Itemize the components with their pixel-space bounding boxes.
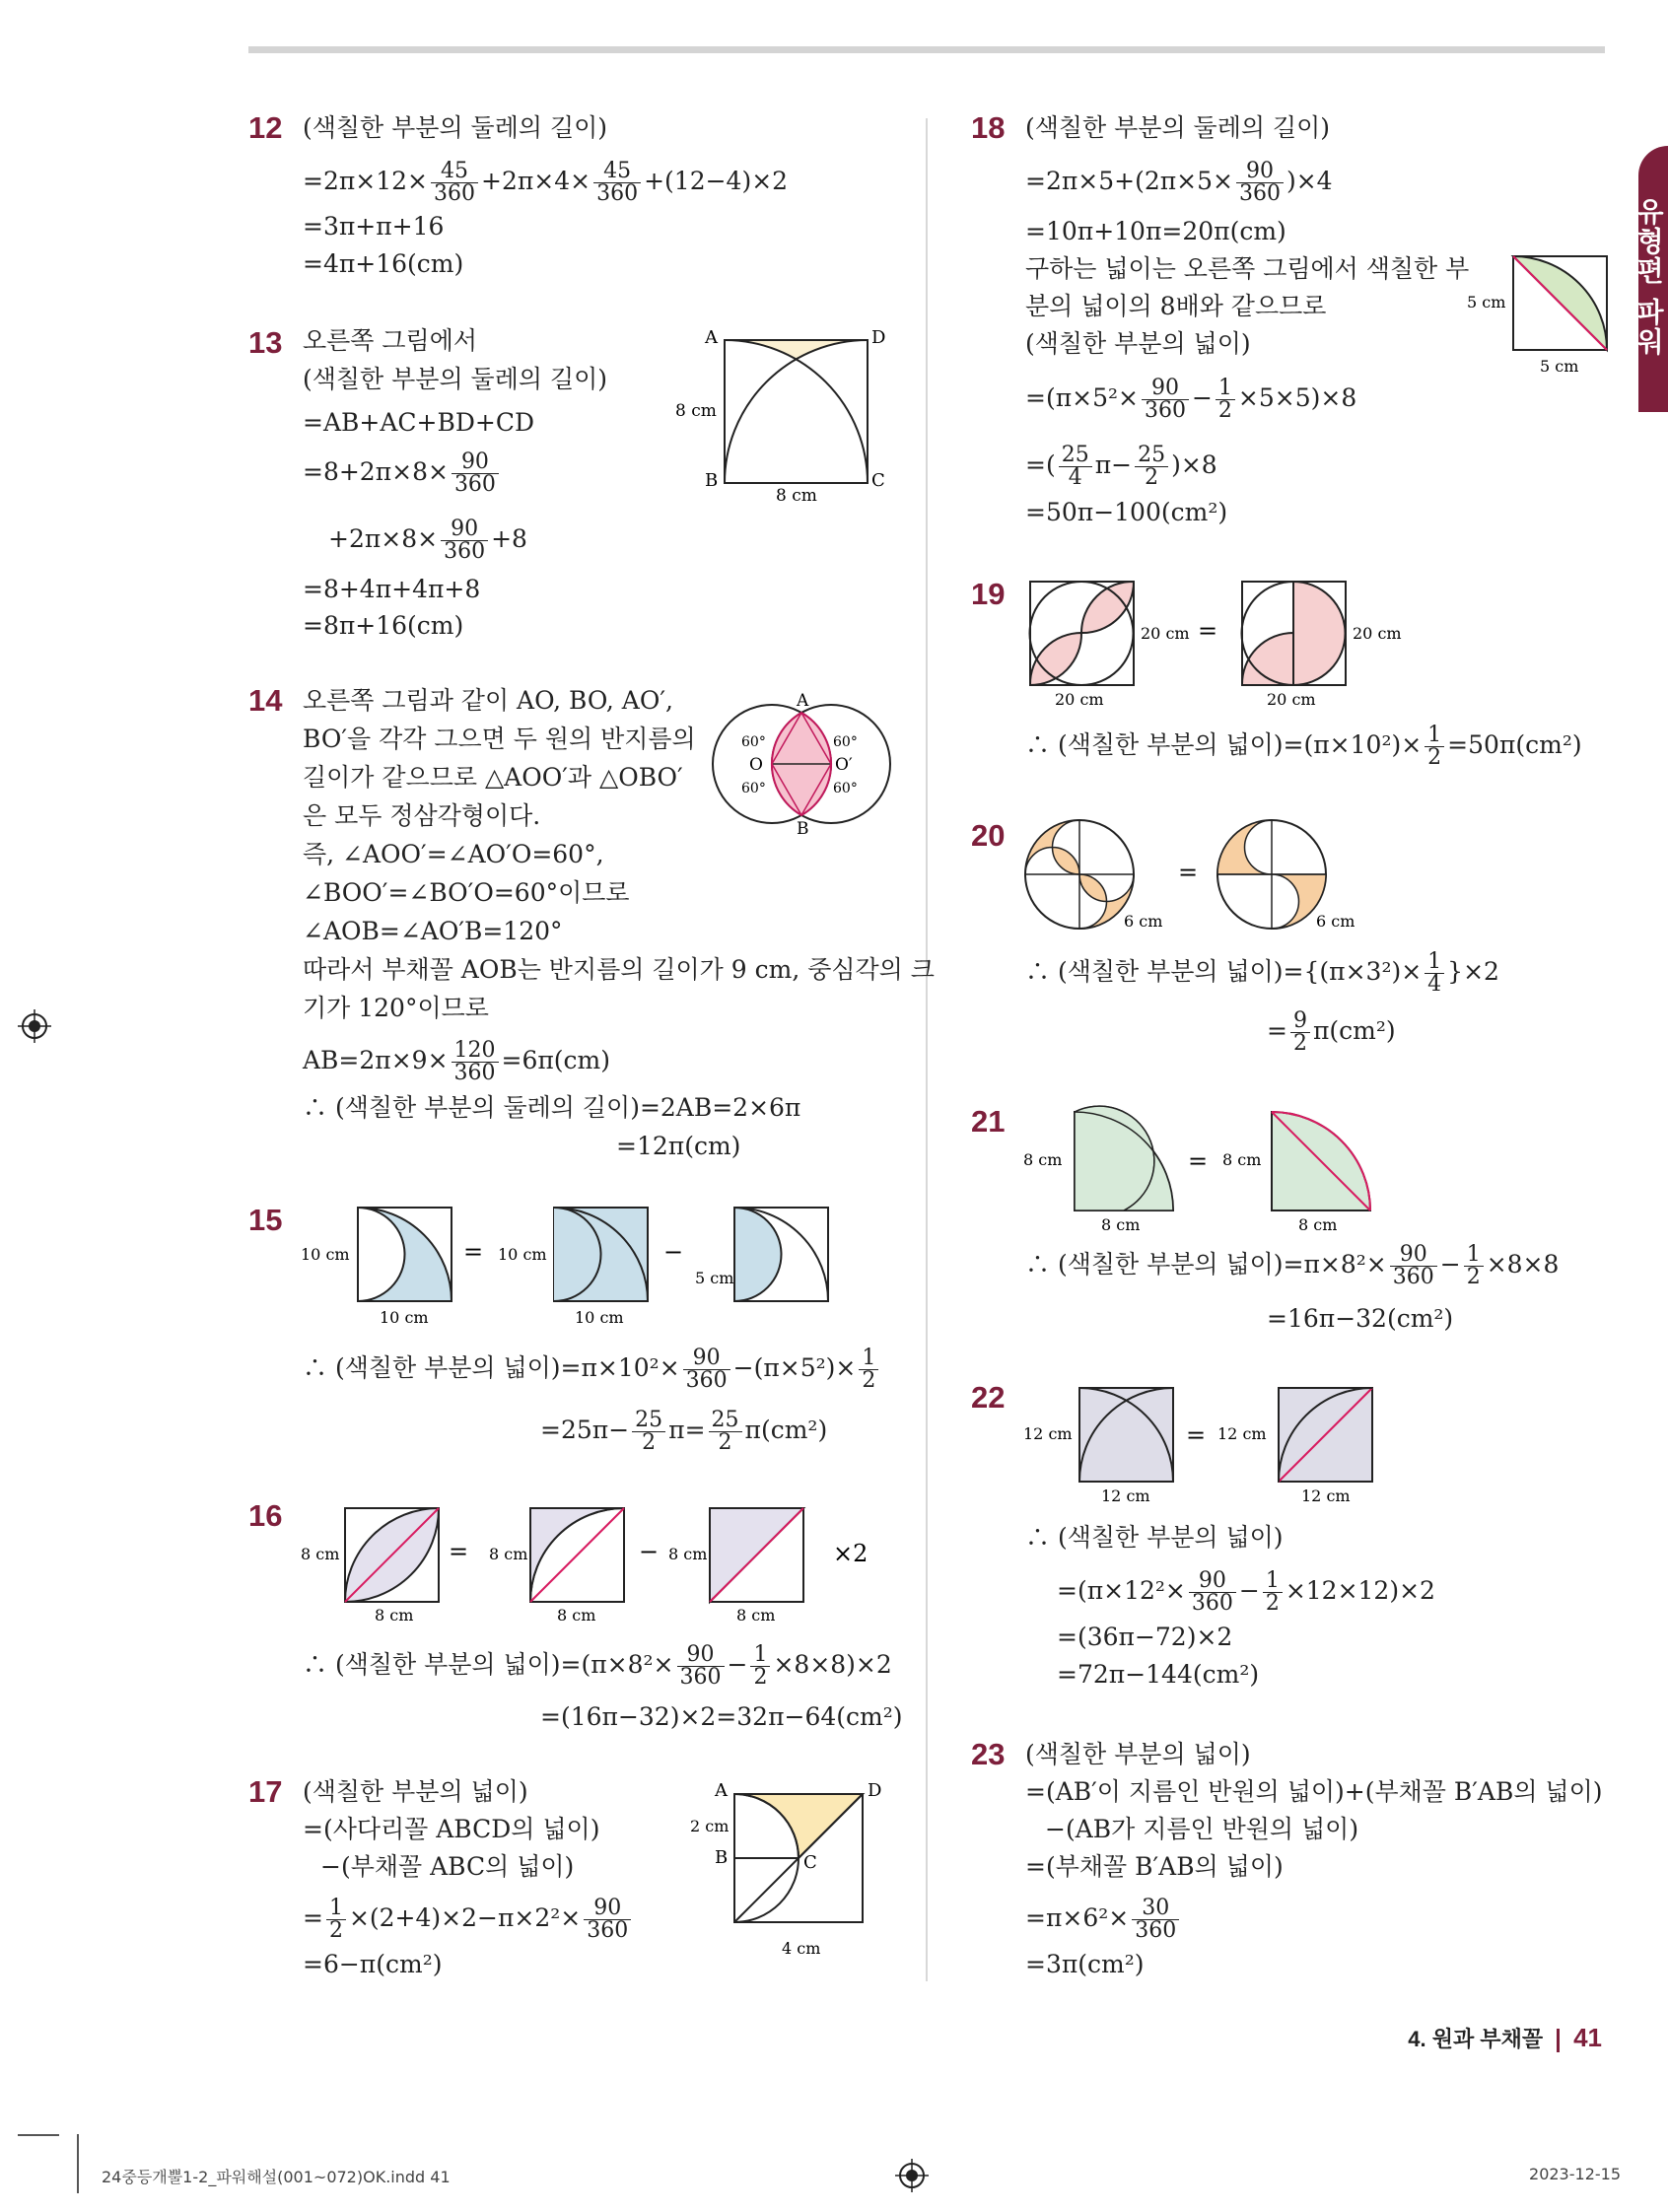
problem-number: 13: [248, 325, 283, 360]
panel-3: [668, 1508, 803, 1624]
panel-1: [1023, 1388, 1173, 1505]
panel-1: [1023, 1106, 1173, 1234]
problem-number: 20: [971, 818, 1006, 853]
svg-text:20 cm: 20 cm: [1055, 690, 1104, 709]
angle-label: 60°: [833, 734, 858, 750]
registration-mark-icon: [18, 1009, 51, 1043]
figure-15: [296, 1203, 848, 1331]
equation-line: =4π+16(cm): [303, 249, 464, 278]
panel-1: [1030, 582, 1190, 709]
panel-2: [1222, 1112, 1370, 1234]
svg-text:8 cm: 8 cm: [1222, 1150, 1262, 1169]
problem-number: 14: [248, 683, 283, 718]
equation-line: =(π×12²× $\frac{90}{360}$ − $\frac{1}{2}$ ×12×12)×2: [1057, 1568, 1435, 1616]
figure-16: [296, 1498, 887, 1626]
text-line: −(부채꼴 ABC의 넓이): [320, 1852, 575, 1881]
label-c: C: [871, 470, 885, 491]
svg-text:8 cm: 8 cm: [1101, 1215, 1141, 1234]
svg-text:10 cm: 10 cm: [380, 1308, 429, 1327]
equation-line: +2π×8× $\frac{90}{360}$ +8: [328, 517, 527, 564]
svg-text:=: =: [1178, 859, 1199, 886]
svg-text:4 cm: 4 cm: [782, 1939, 821, 1958]
top-rule: [248, 46, 1605, 53]
equation-line: ∴ (색칠한 부분의 넓이)=π×10²× $\frac{90}{360}$ −(π×5²)× $\frac{1}{2}$: [303, 1348, 881, 1392]
equation-line: =72π−144(cm²): [1057, 1660, 1260, 1689]
text-line: (색칠한 부분의 둘레의 길이): [1025, 113, 1330, 142]
svg-text:=: =: [463, 1238, 484, 1266]
equation-line: =50π−100(cm²): [1025, 498, 1228, 526]
equation-line: =6−π(cm²): [303, 1950, 443, 1978]
label-bottom: 8 cm: [776, 486, 817, 503]
equation-line: =(π×5²× $\frac{90}{360}$ − $\frac{1}{2}$ ×5×5)×8: [1025, 376, 1357, 423]
text-line: 길이가 같으므로 △AOO′과 △OBO′: [303, 763, 683, 792]
text-line: =(AB′이 지름인 반원의 넓이)+(부채꼴 B′AB의 넓이): [1025, 1777, 1603, 1806]
equation-line: ∴ (색칠한 부분의 넓이)=(π×10²)× $\frac{1}{2}$ =50π(cm²): [1025, 723, 1582, 770]
svg-text:6 cm: 6 cm: [1124, 912, 1163, 931]
page-footer: [1408, 2023, 1602, 2053]
panel-3: [695, 1208, 828, 1301]
svg-text:20 cm: 20 cm: [1353, 624, 1402, 643]
svg-text:8 cm: 8 cm: [375, 1606, 414, 1624]
panel-2: [498, 1208, 648, 1327]
panel-2: [1217, 1388, 1372, 1505]
svg-text:20 cm: 20 cm: [1141, 624, 1190, 643]
svg-text:×2: ×2: [833, 1540, 869, 1567]
equation-line: =AB+AC+BD+CD: [303, 408, 534, 437]
file-name: 24중등개뿔1-2_파워해설(001~072)OK.indd 41: [102, 2168, 451, 2186]
text-line: −(AB가 지름인 반원의 넓이): [1045, 1815, 1359, 1843]
panel-1: [1025, 820, 1162, 931]
angle-label: 60°: [833, 781, 858, 796]
svg-text:8 cm: 8 cm: [489, 1545, 528, 1563]
text-line: ∠AOB=∠AO′B=120°: [303, 917, 563, 945]
equation-line: ∴ (색칠한 부분의 둘레의 길이)=2AB=2×6π: [303, 1093, 801, 1122]
svg-text:=: =: [1198, 617, 1218, 645]
svg-text:8 cm: 8 cm: [668, 1545, 708, 1563]
crop-mark: [18, 2134, 59, 2136]
column-divider: [926, 118, 928, 1981]
label-b: B: [705, 470, 719, 491]
text-line: 은 모두 정삼각형이다.: [303, 801, 541, 830]
panel-2: [1217, 820, 1355, 931]
svg-text:B: B: [715, 1847, 729, 1868]
text-line: 분의 넓이의 8배와 같으므로: [1025, 292, 1327, 320]
equation-line: =2π×12× $\frac{45}{360}$ +2π×4× $\frac{45}{360}$ +(12−4)×2: [303, 159, 789, 206]
equation-line: ∴ (색칠한 부분의 넓이)={(π×3²)× $\frac{1}{4}$ }×2: [1025, 949, 1499, 997]
svg-text:12 cm: 12 cm: [1301, 1486, 1351, 1505]
equation-line: = $\frac{9}{2}$ π(cm²): [1267, 1008, 1396, 1056]
text-line: 오른쪽 그림에서: [303, 326, 477, 355]
equation-line: ∴ (색칠한 부분의 넓이)=π×8²× $\frac{90}{360}$ − $\frac{1}{2}$ ×8×8: [1025, 1242, 1560, 1289]
crop-mark: [77, 2134, 79, 2193]
label-a: A: [797, 691, 809, 711]
svg-text:12 cm: 12 cm: [1217, 1424, 1267, 1443]
equation-line: =(36π−72)×2: [1057, 1623, 1233, 1651]
text-line: BO′을 각각 그으면 두 원의 반지름의: [303, 725, 696, 753]
text-line: 즉, ∠AOO′=∠AO′O=60°,: [303, 840, 604, 868]
panel-2: [1242, 582, 1402, 709]
problem-number: 19: [971, 577, 1006, 611]
text-line: 기가 120°이므로: [303, 994, 489, 1022]
problem-number: 12: [248, 110, 283, 145]
angle-label: 60°: [741, 781, 766, 796]
label-o: O: [749, 755, 763, 775]
svg-text:−: −: [663, 1238, 684, 1266]
svg-text:=: =: [1186, 1421, 1207, 1449]
label-o-prime: O′: [835, 755, 853, 775]
svg-text:10 cm: 10 cm: [498, 1245, 547, 1264]
equation-line: =12π(cm): [616, 1132, 741, 1160]
chapter-title: 4. 원과 부채꼴: [1408, 2027, 1544, 2051]
svg-text:20 cm: 20 cm: [1267, 690, 1316, 709]
equation-line: =8+4π+4π+8: [303, 575, 481, 603]
text-line: 구하는 넓이는 오른쪽 그림에서 색칠한 부: [1025, 254, 1470, 283]
text-line: 따라서 부채꼴 AOB는 반지름의 길이가 9 cm, 중심각의 크: [303, 955, 935, 984]
footer-separator: [1557, 2029, 1560, 2052]
svg-text:8 cm: 8 cm: [301, 1545, 340, 1563]
label-side: 8 cm: [675, 401, 717, 421]
svg-text:12 cm: 12 cm: [1023, 1424, 1073, 1443]
text-line: (색칠한 부분의 넓이): [303, 1777, 528, 1806]
svg-text:=: =: [1188, 1147, 1209, 1175]
equation-line: =(16π−32)×2=32π−64(cm²): [540, 1702, 903, 1731]
equation-line: =8+2π×8× $\frac{90}{360}$: [303, 451, 502, 496]
svg-text:−: −: [639, 1538, 660, 1565]
svg-text:8 cm: 8 cm: [1023, 1150, 1063, 1169]
print-date: 2023-12-15: [1529, 2165, 1621, 2183]
svg-text:8 cm: 8 cm: [557, 1606, 596, 1624]
text-line: (색칠한 부분의 둘레의 길이): [303, 113, 607, 142]
equation-line: =3π(cm²): [1025, 1950, 1145, 1978]
problem-number: 21: [971, 1104, 1006, 1139]
svg-text:5 cm: 5 cm: [695, 1269, 734, 1287]
svg-text:5 cm: 5 cm: [1540, 357, 1579, 376]
equation-line: =10π+10π=20π(cm): [1025, 217, 1286, 245]
equation-line: =25π− $\frac{25}{2}$ π= $\frac{25}{2}$ π(cm²): [540, 1408, 828, 1455]
svg-text:12 cm: 12 cm: [1101, 1486, 1150, 1505]
svg-text:=: =: [449, 1538, 469, 1565]
figure-13: [670, 325, 897, 503]
figure-22: [1020, 1378, 1385, 1511]
equation-line: =π×6²× $\frac{30}{360}$: [1025, 1898, 1182, 1942]
panel-2: [489, 1508, 624, 1624]
figure-20: [1020, 813, 1385, 941]
panel-1: [301, 1208, 452, 1327]
figure-18: [1464, 246, 1612, 384]
text-line: (색칠한 부분의 넓이): [1025, 1740, 1251, 1768]
figure-14: [690, 690, 907, 838]
svg-text:8 cm: 8 cm: [736, 1606, 776, 1624]
equation-line: = $\frac{1}{2}$ ×(2+4)×2−π×2²× $\frac{90}{360}$: [303, 1898, 634, 1942]
figure-21: [1020, 1102, 1385, 1235]
problem-number: 17: [248, 1774, 283, 1809]
problem-number: 23: [971, 1737, 1006, 1771]
equation-line: =16π−32(cm²): [1267, 1304, 1454, 1333]
figure-19: [1020, 572, 1415, 710]
equation-line: =2π×5+(2π×5× $\frac{90}{360}$ )×4: [1025, 159, 1333, 206]
svg-text:8 cm: 8 cm: [1298, 1215, 1338, 1234]
text-line: ∴ (색칠한 부분의 넓이): [1025, 1523, 1284, 1552]
label-b: B: [797, 819, 809, 838]
equation-line: =( $\frac{25}{4}$ π− $\frac{25}{2}$ )×8: [1025, 443, 1217, 490]
label-a: A: [705, 327, 718, 348]
svg-text:D: D: [868, 1780, 882, 1801]
equation-line: =8π+16(cm): [303, 611, 464, 640]
text-line: (색칠한 부분의 넓이): [1025, 329, 1251, 358]
page-number: 41: [1573, 2023, 1602, 2052]
problem-number: 16: [248, 1498, 283, 1533]
svg-text:10 cm: 10 cm: [575, 1308, 624, 1327]
section-tab-label: 유형편 파워: [1633, 197, 1665, 357]
problem-number: 22: [971, 1380, 1006, 1415]
svg-text:C: C: [803, 1852, 817, 1873]
text-line: =(사다리꼴 ABCD의 넓이): [303, 1815, 600, 1843]
problem-number: 18: [971, 110, 1006, 145]
text-line: 오른쪽 그림과 같이 AO, BO, AO′,: [303, 686, 673, 715]
equation-line: ∴ (색칠한 부분의 넓이)=(π×8²× $\frac{90}{360}$ − $\frac{1}{2}$ ×8×8)×2: [303, 1642, 892, 1690]
equation-line: =3π+π+16: [303, 212, 445, 241]
svg-text:A: A: [715, 1780, 728, 1801]
registration-mark-icon: [895, 2159, 929, 2192]
figure-17: [685, 1774, 882, 1962]
svg-text:2 cm: 2 cm: [690, 1817, 730, 1835]
svg-text:6 cm: 6 cm: [1316, 912, 1355, 931]
svg-text:10 cm: 10 cm: [301, 1245, 350, 1264]
text-line: =(부채꼴 B′AB의 넓이): [1025, 1852, 1284, 1881]
equation-line: AB=2π×9× $\frac{120}{360}$ =6π(cm): [303, 1038, 611, 1085]
text-line: (색칠한 부분의 둘레의 길이): [303, 365, 607, 393]
text-line: ∠BOO′=∠BO′O=60°이므로: [303, 878, 630, 907]
svg-text:5 cm: 5 cm: [1467, 293, 1506, 311]
label-d: D: [871, 327, 886, 348]
panel-1: [301, 1508, 439, 1624]
angle-label: 60°: [741, 734, 766, 750]
problem-number: 15: [248, 1203, 283, 1237]
